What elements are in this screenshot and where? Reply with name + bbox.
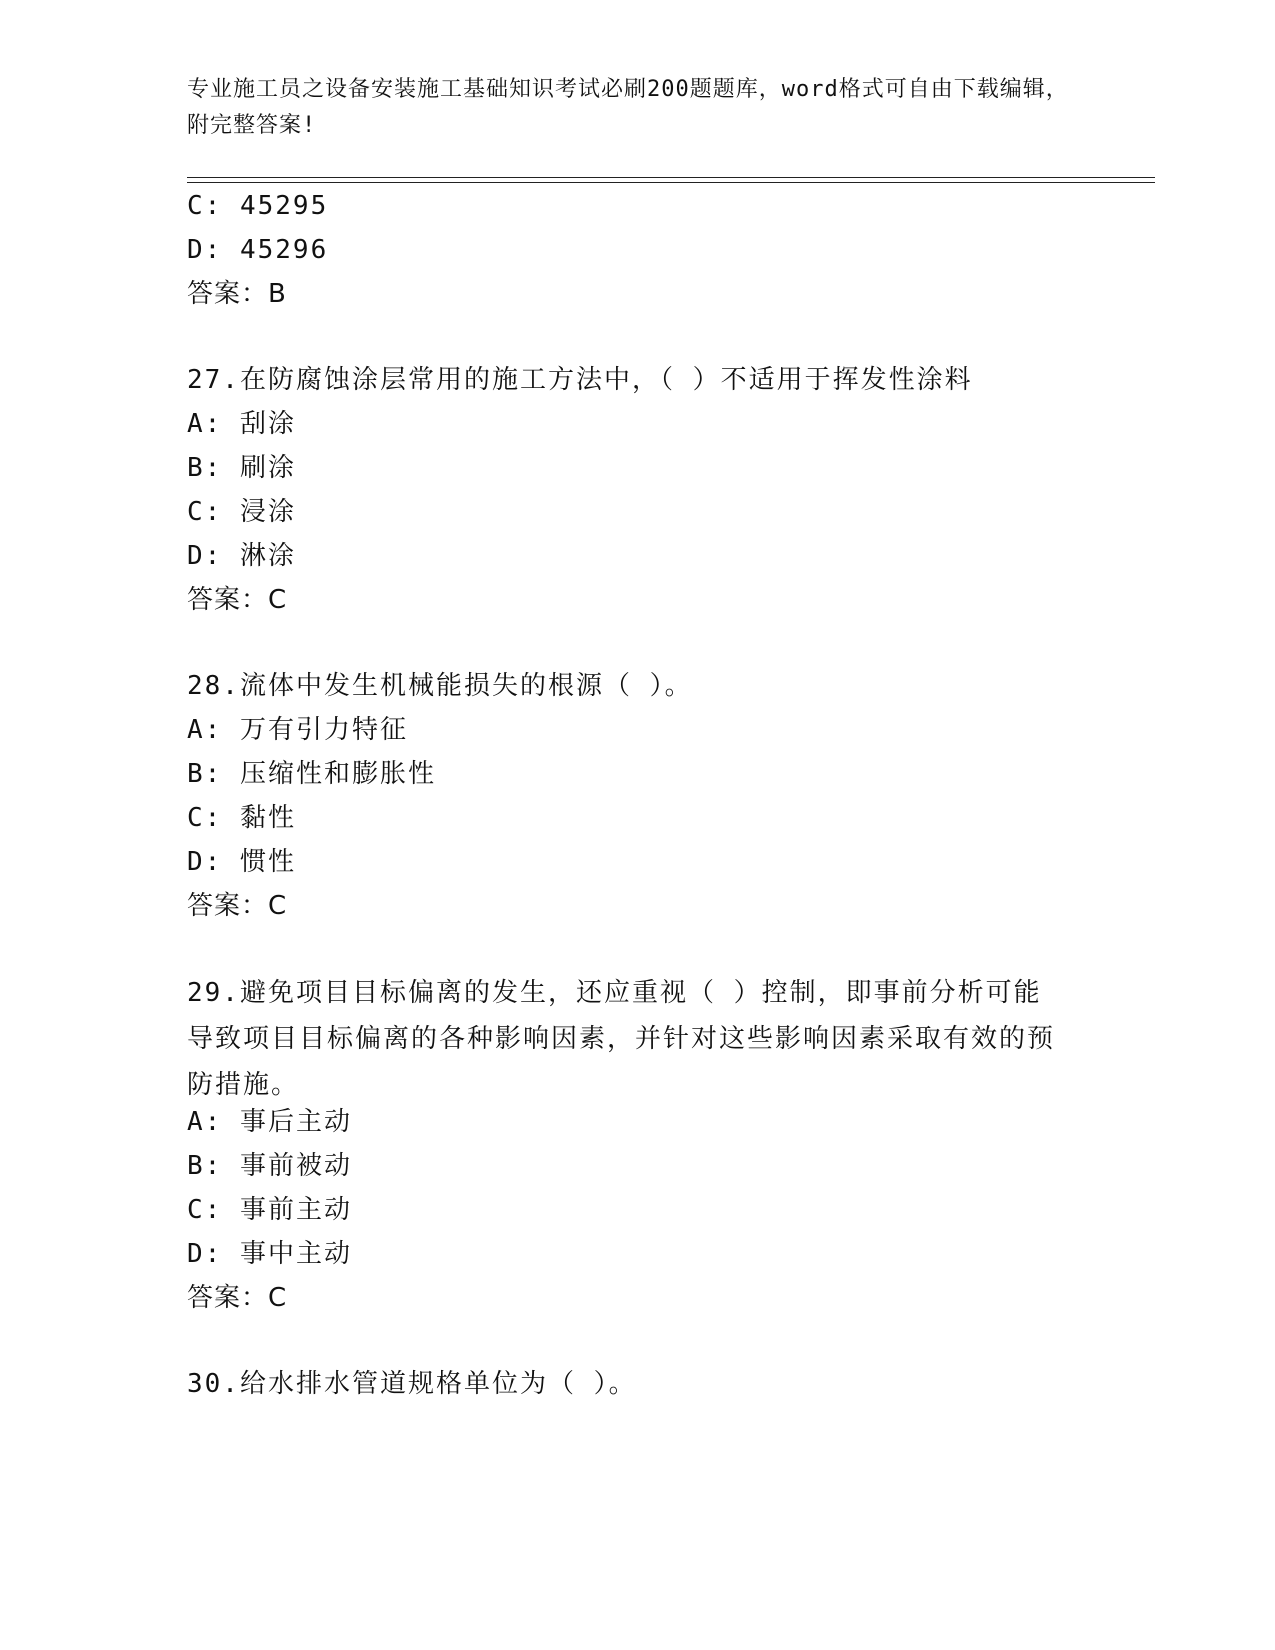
question-27-option-c: C: 浸涂: [187, 497, 296, 527]
header-rule-bottom: [187, 182, 1155, 183]
question-27-stem: 27.在防腐蚀涂层常用的施工方法中，（ ）不适用于挥发性涂料: [187, 365, 973, 395]
question-27-answer: 答案：C: [187, 585, 288, 615]
prev-option-c: C: 45295: [187, 191, 329, 221]
question-28-option-d: D: 惯性: [187, 847, 296, 877]
question-27-option-d: D: 淋涂: [187, 541, 296, 571]
question-30-stem: 30.给水排水管道规格单位为（ ）。: [187, 1369, 637, 1399]
question-28-answer: 答案：C: [187, 891, 288, 921]
document-header: 专业施工员之设备安装施工基础知识考试必刷200题题库，word格式可自由下载编辑，附完整答案!: [187, 77, 1069, 138]
question-28-stem: 28.流体中发生机械能损失的根源（ ）。: [187, 671, 693, 701]
question-29-option-d: D: 事中主动: [187, 1239, 352, 1269]
question-28-option-b: B: 压缩性和膨胀性: [187, 759, 436, 789]
question-29-option-a: A: 事后主动: [187, 1107, 352, 1137]
question-29-stem: 29.避免项目目标偏离的发生，还应重视（ ）控制，即事前分析可能导致项目目标偏离的各种影响因素，并针对这些影响因素采取有效的预防措施。: [187, 978, 1056, 1100]
question-29-option-c: C: 事前主动: [187, 1195, 352, 1225]
question-27-option-b: B: 刷涂: [187, 453, 296, 483]
question-28-option-c: C: 黏性: [187, 803, 296, 833]
question-29-option-b: B: 事前被动: [187, 1151, 352, 1181]
prev-option-d: D: 45296: [187, 235, 329, 265]
question-28-option-a: A: 万有引力特征: [187, 715, 408, 745]
question-29-answer: 答案：C: [187, 1283, 288, 1313]
prev-answer: 答案：B: [187, 279, 287, 309]
question-27-option-a: A: 刮涂: [187, 409, 296, 439]
header-rule-top: [187, 177, 1155, 178]
